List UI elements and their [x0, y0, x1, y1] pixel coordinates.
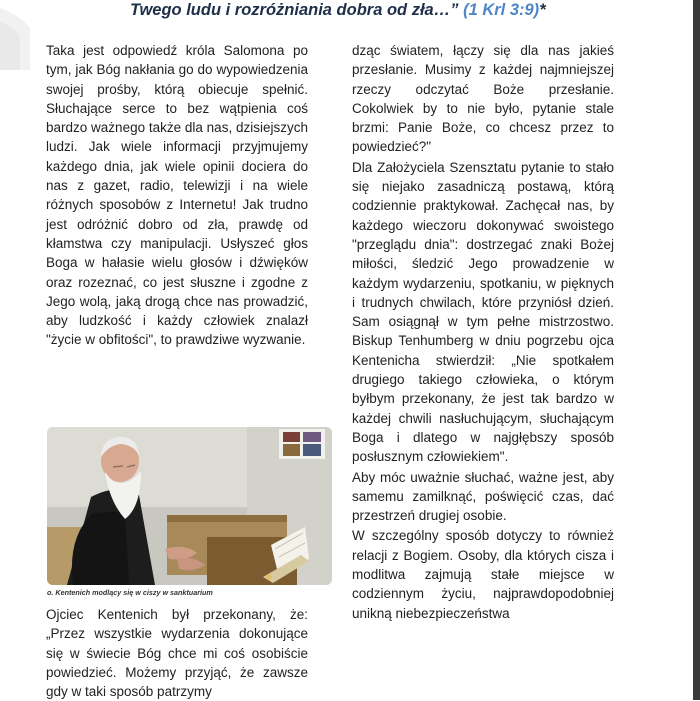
headline-asterisk: *	[539, 1, 546, 19]
paragraph: W szczególny sposób dotyczy to również relacji z Bogiem. Osoby, dla których cisza i modlitwa zajmują stałe miejsce w codziennym życiu, najprawdopodobniej unikną niebezpieczeństwa	[352, 528, 614, 621]
headline-bible-reference: (1 Krl 3:9)	[463, 1, 540, 19]
paragraph: Aby móc uważnie słuchać, ważne jest, aby samemu zamilknąć, poświęcić czas, dać przestrzeń drugiej osobie.	[352, 469, 614, 524]
headline-quote: Twego ludu i rozróżniania dobra od zła…”	[130, 1, 459, 19]
left-column-top	[46, 41, 308, 350]
paragraph: Taka jest odpowiedź króla Salomona po tym, jak Bóg nakłania go do wypowiedzenia swojej prośby, którą obiecuje spełnić. Słuchające serce to bez wątpienia coś bardzo ważnego także dla nas, dzisiejszych ludzi. Jak wiele informacji przyjmujemy każdego dnia, jak wiele opinii dociera do nas z gazet, radio, telewizji i na wiele różnych sposobów z Internetu! Jak trudno jest odróżnić dobro od zła, prawdę od kłamstwa czy manipulacji. Usłyszeć głos Boga w hałasie wielu głosów i dźwięków oraz rozeznać, co jest słuszne i zgodne z Jego wolą, jaką drogą chce nas prowadzić, aby ludzkość i każdy człowiek znalazł "życie w obfitości", to prawdziwe wyzwanie.	[46, 43, 308, 348]
paragraph: Dla Założyciela Szensztatu pytanie to stało się niejako zasadniczą postawą, którą codziennie praktykował. Zachęcał nas, by każdego wieczoru dokonywać swoistego "przeglądu dnia": dostrzegać znaki Bożej miłości, śledzić Jego prowadzenie w każdym wydarzeniu, spotkaniu, w pięknych i trudnych chwilach, które przyniósł dzień. Sam osiągnął w tym pełne mistrzostwo. Biskup Tenhumberg w dniu pogrzebu ojca Kentenicha stwierdził: „Nie spotkałem drugiego takiego człowieka, o którym byłbym przekonany, że jest tak bardzo w każdej chwili nasłuchującym, słuchającym Boga i dlatego w najgłębszy sposób posłusznym człowiekiem".	[352, 159, 614, 465]
page-edge-shadow	[693, 0, 700, 700]
photo-caption: o. Kentenich modlący się w ciszy w sanktuarium	[47, 588, 213, 597]
photo-kentenich-praying	[47, 427, 332, 585]
right-column	[352, 41, 614, 623]
article-headline	[0, 0, 700, 28]
paragraph: dząc światem, łączy się dla nas jakieś przesłanie. Musimy z każdej najmniejszej rzeczy odczytać Boże przesłanie. Cokolwiek by to nie było, pytanie stale brzmi: Panie Boże, co chcesz przez to powiedzieć?"	[352, 43, 614, 155]
left-column-bottom	[46, 605, 308, 701]
paragraph: Ojciec Kentenich był przekonany, że: „Przez wszystkie wydarzenia dokonujące się w świecie Bóg chce mi coś osobiście powiedzieć. Możemy przyjąć, że zawsze gdy w taki sposób patrzymy	[46, 607, 308, 700]
